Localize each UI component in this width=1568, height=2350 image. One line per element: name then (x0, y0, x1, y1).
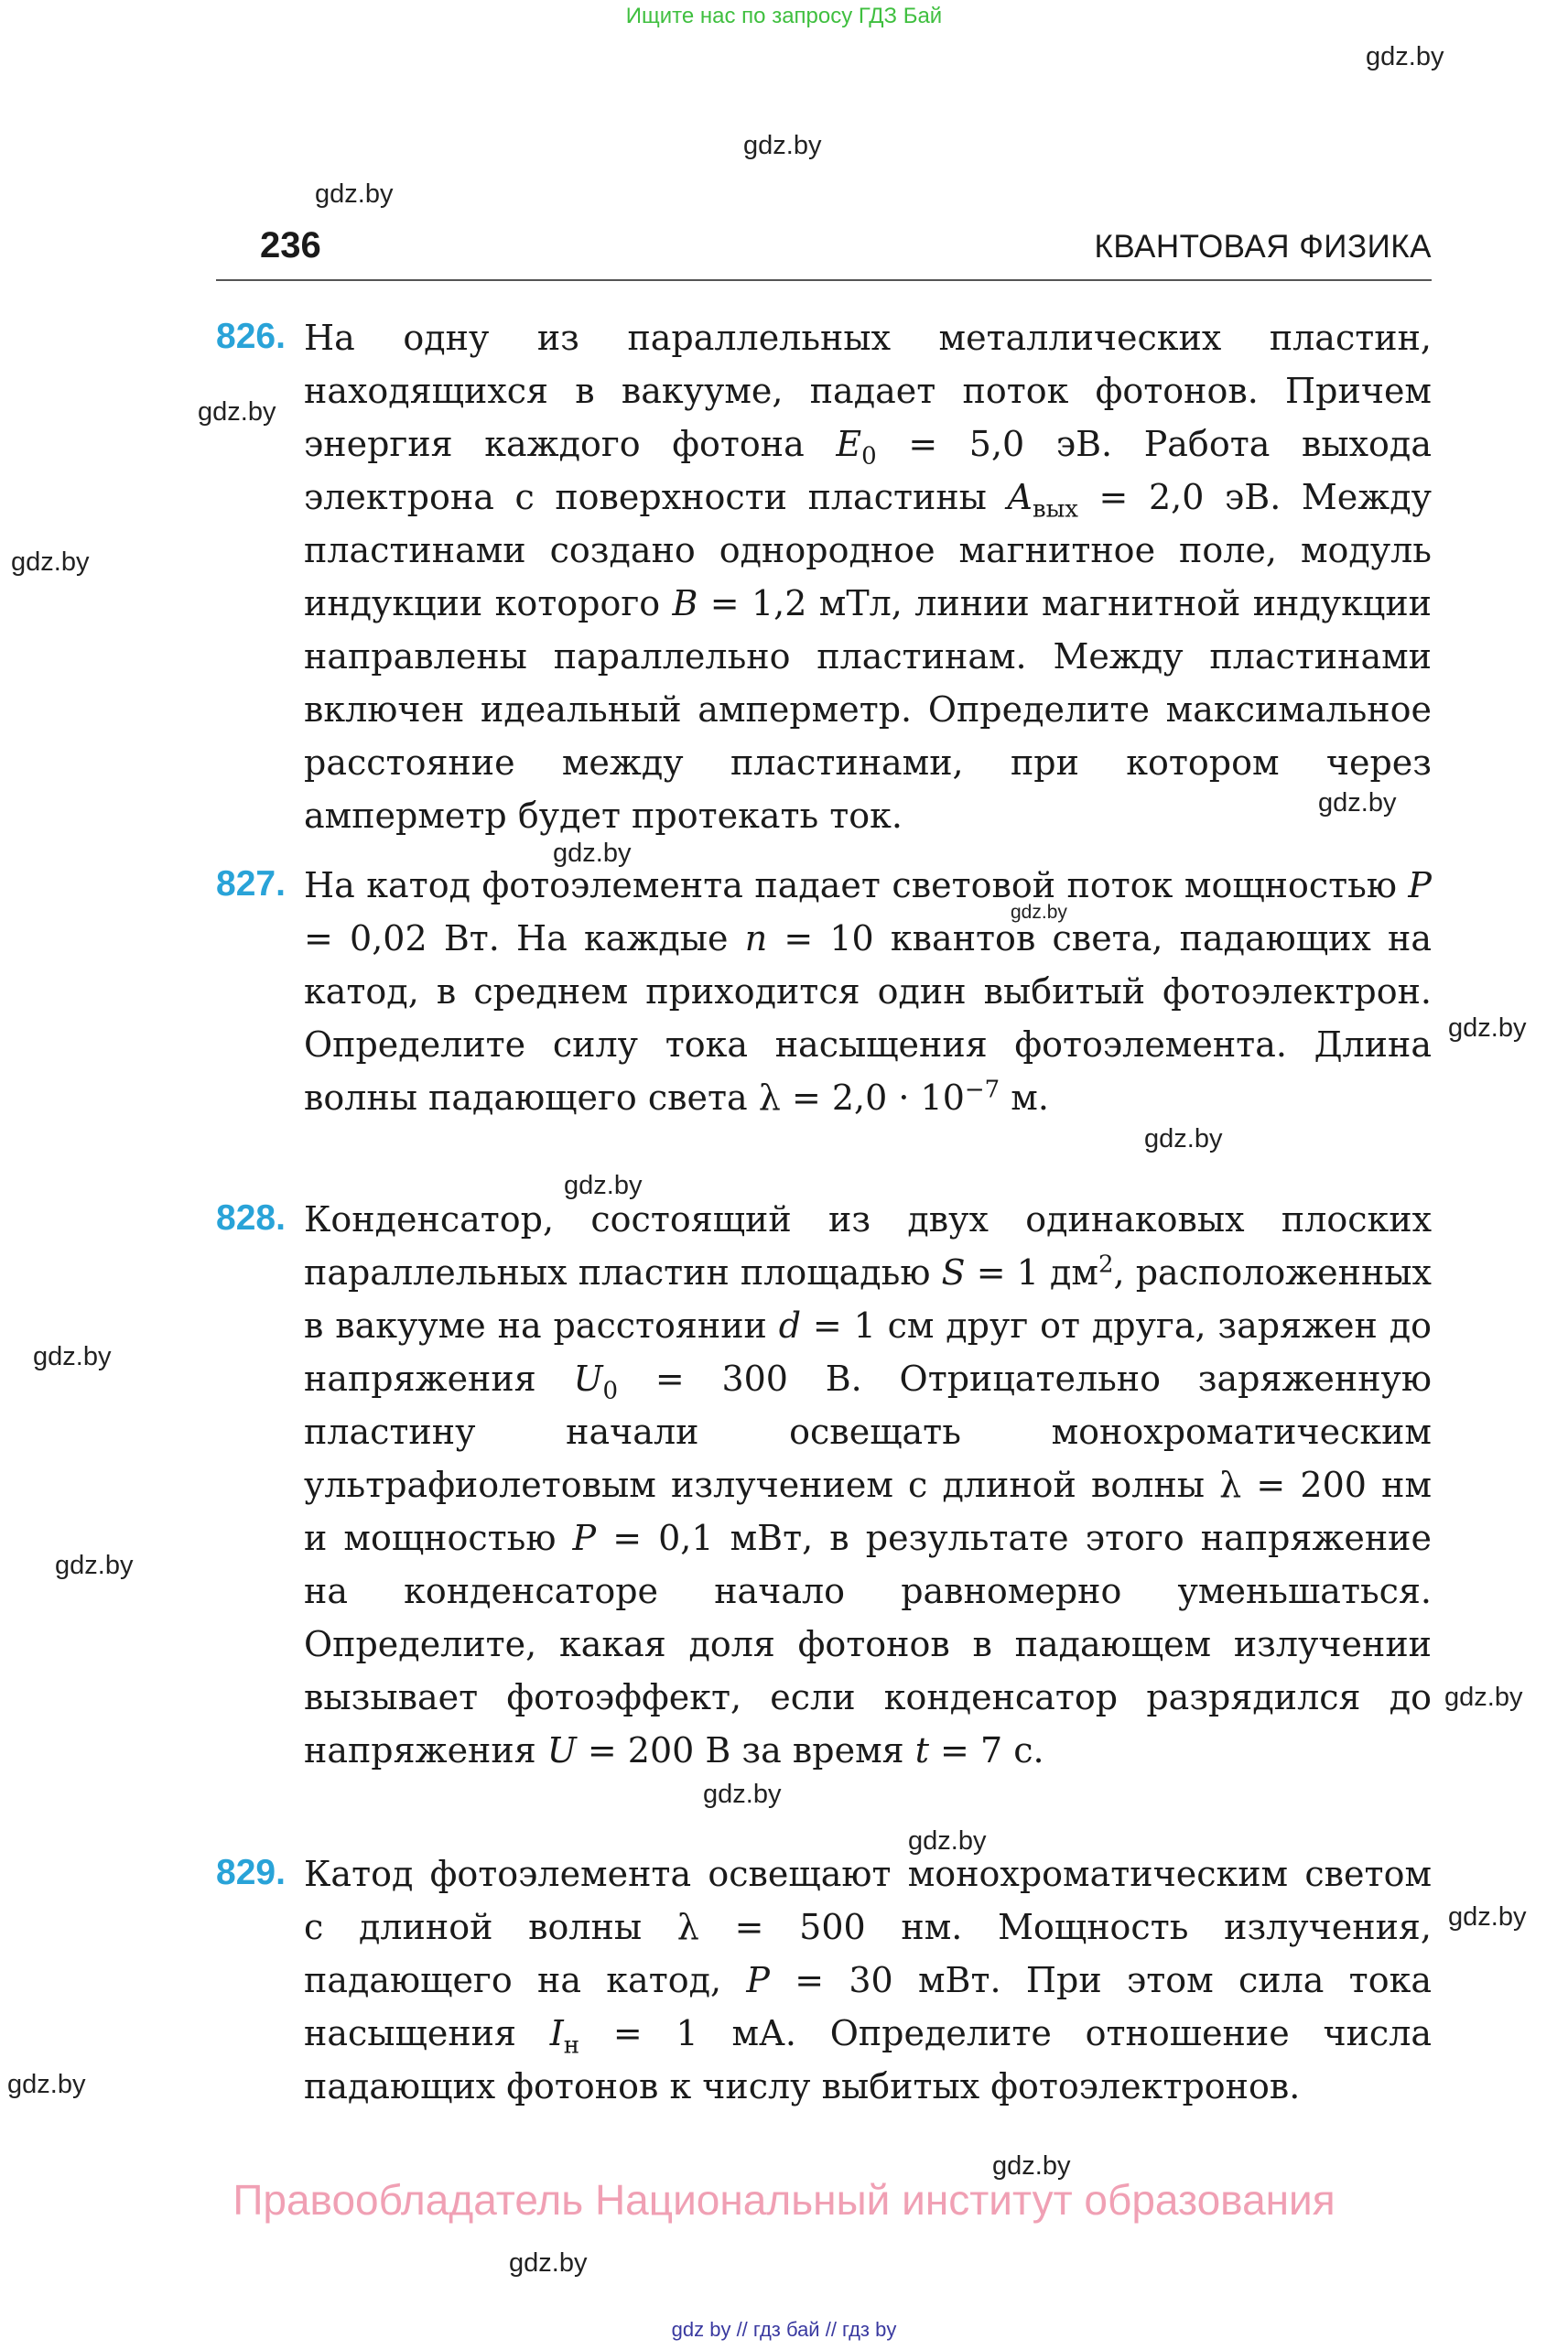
watermark: gdz.by (7, 2070, 86, 2099)
problem-text: Катод фотоэлемента освещают монохроматическим светом с длиной волны λ = 500 нм. Мощность излучения, падающего на катод, P = 30 мВт. При этом сила тока насыщения $I_н = 1$ мА. Определите отношение числа падающих фотонов к числу выбитых фотоэлектронов. (304, 1854, 1433, 2106)
watermark: gdz.by (1448, 1902, 1527, 1932)
top-banner: Ищите нас по запросу ГДЗ Бай (625, 4, 943, 28)
watermark: gdz.by (198, 397, 276, 427)
problem-number: 827. (216, 864, 286, 904)
problem-text: На катод фотоэлемента падает световой поток мощностью P = 0,02 Вт. На каждые n = 10 квантов света, падающих на катод, в среднем приходится один выбитый фотоэлектрон. Определите силу тока насыщения фотоэлемента. Длина волны падающего света $\lambda = 2,0 \cdot 10^{-7}$ м. (304, 865, 1432, 1118)
watermark: gdz.by (1144, 1124, 1223, 1153)
problem-number: 828. (216, 1198, 286, 1238)
problem-827 (216, 859, 1432, 1124)
watermark: gdz.by (55, 1551, 134, 1580)
problem-number: 829. (216, 1853, 286, 1892)
problem-826 (216, 311, 1432, 842)
problem-number: 826. (216, 317, 286, 356)
watermark: gdz.by (992, 2151, 1071, 2181)
problem-text: На одну из параллельных металлических пластин, находящихся в вакууме, падает поток фотонов. Причем энергия каждого фотона $E_0 = 5,0$ эВ. Работа выхода электрона с поверхности пластины $A_{вых} = 2,0$ эВ. Между пластинами создано однородное магнитное поле, модуль индукции которого B = 1,2 мТл, линии магнитной индукции направлены параллельно пластинам. Между пластинами включен идеальный амперметр. Определите максимальное расстояние между пластинами, при котором через амперметр будет протекать ток. (304, 318, 1432, 836)
problem-text: Конденсатор, состоящий из двух одинаковых плоских параллельных пластин площадью S = 1 $дм^2$, расположенных в вакууме на расстоянии d = 1 см друг от друга, заряжен до напряжения $U_0 = 300$ В. Отрицательно заряженную пластину начали освещать монохроматическим ультрафиолетовым излучением с длиной волны λ = 200 нм и мощностью P = 0,1 мВт, в результате этого напряжение на конденсаторе начало равномерно уменьшаться. Определите, какая доля фотонов в падающем излучении вызывает фотоэффект, если конденсатор разрядился до напряжения U = 200 В за время t = 7 с. (304, 1199, 1433, 1771)
header-divider (216, 279, 1432, 281)
copyright-notice: Правообладатель Национальный институт образования (232, 2176, 1336, 2224)
section-title: КВАНТОВАЯ ФИЗИКА (1094, 229, 1432, 265)
watermark: gdz.by (509, 2248, 588, 2278)
watermark: gdz.by (1366, 42, 1444, 71)
watermark: gdz.by (1318, 788, 1397, 818)
watermark: gdz.by (315, 179, 394, 209)
watermark: gdz.by (553, 839, 632, 868)
problem-828 (216, 1193, 1432, 1777)
watermark: gdz.by (703, 1780, 782, 1809)
footer-links[interactable]: gdz by // гдз бай // гдз by (671, 2318, 897, 2341)
problem-829 (216, 1847, 1432, 2113)
watermark: gdz.by (11, 547, 90, 577)
watermark: gdz.by (33, 1342, 112, 1371)
watermark: gdz.by (1448, 1013, 1527, 1043)
watermark: gdz.by (564, 1171, 643, 1200)
page-number: 236 (260, 225, 321, 265)
watermark: gdz.by (1011, 902, 1067, 923)
watermark: gdz.by (743, 131, 822, 160)
watermark: gdz.by (1444, 1683, 1523, 1712)
watermark: gdz.by (908, 1826, 987, 1856)
